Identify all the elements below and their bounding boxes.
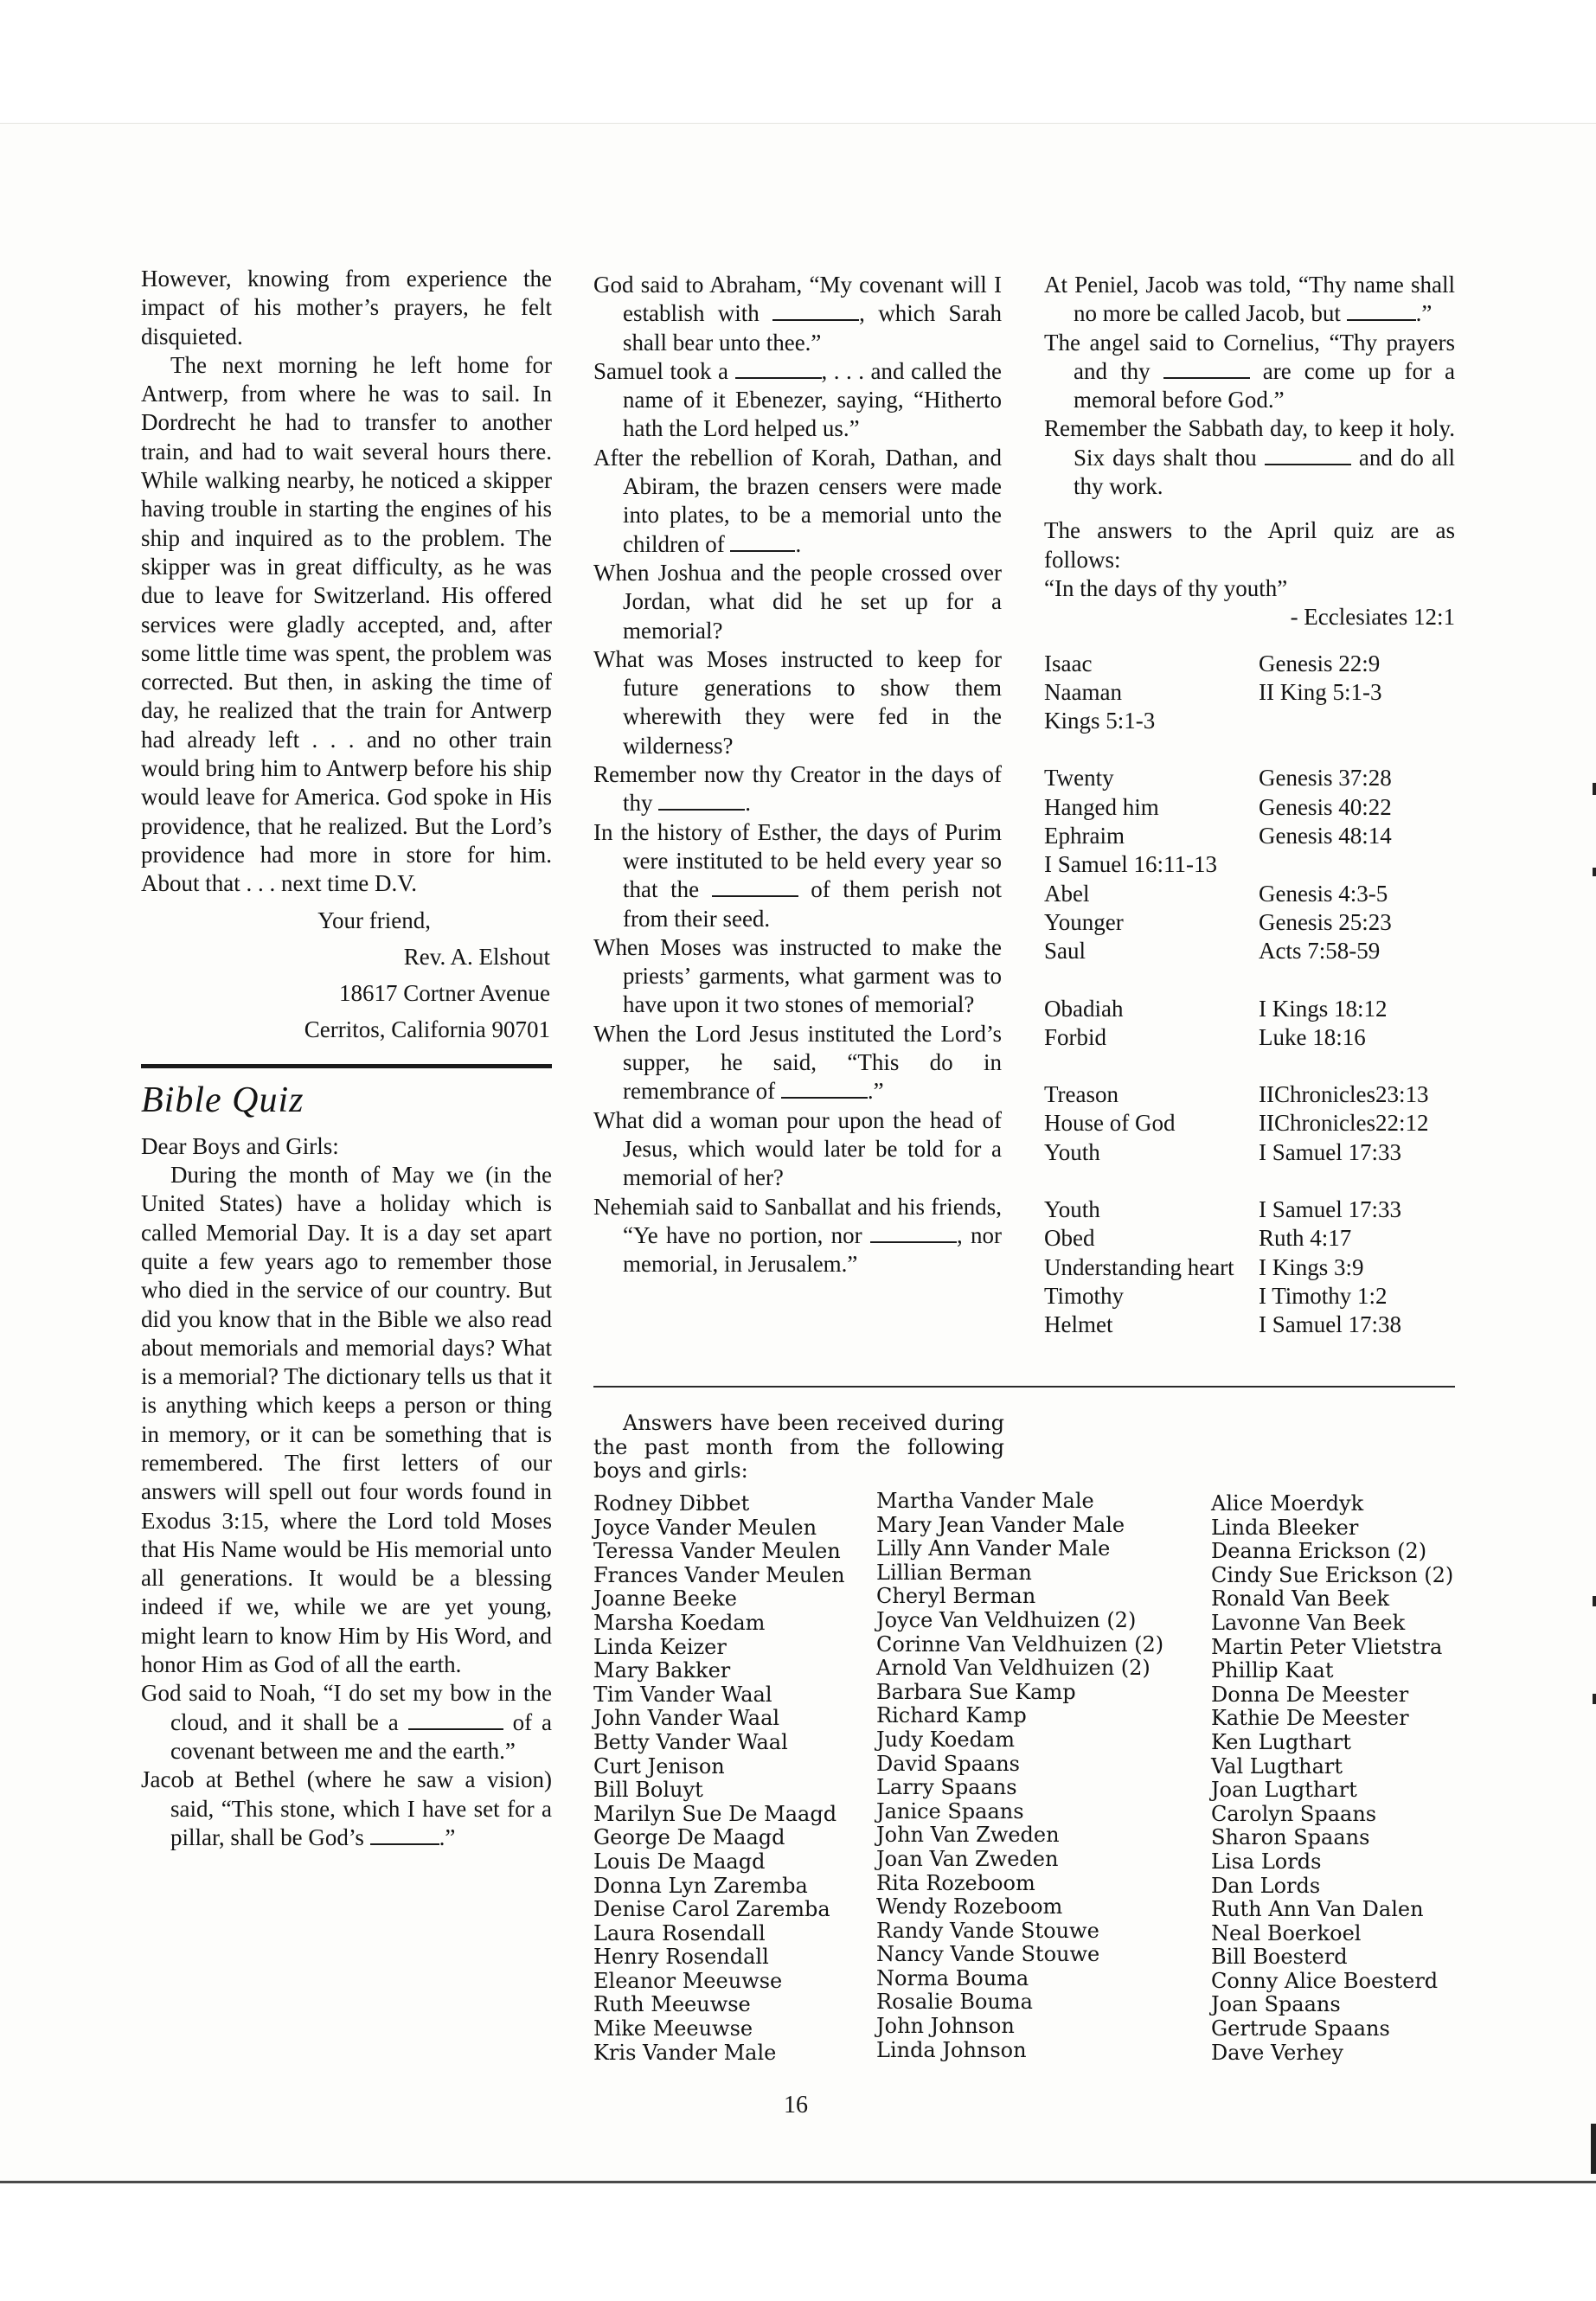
participant-name: Sharon Spaans bbox=[1211, 1825, 1370, 1850]
answer-reference: I Kings 18:12 bbox=[1259, 995, 1388, 1022]
quiz-question bbox=[1044, 271, 1455, 329]
page-number: 16 bbox=[784, 2092, 808, 2118]
names-column-3 bbox=[1211, 1492, 1453, 2065]
question-text: The angel said to Cornelius, “Thy prayers and thy bbox=[1044, 329, 1455, 384]
participant-name: Joan Lugthart bbox=[1211, 1778, 1357, 1803]
answer-blank bbox=[870, 1224, 957, 1243]
participant-name: Janice Spaans bbox=[876, 1798, 1024, 1823]
scan-mark bbox=[1591, 2124, 1596, 2174]
participant-name: Ronald Van Beek bbox=[1211, 1586, 1390, 1612]
answer-row bbox=[1044, 650, 1455, 678]
participant-name: Conny Alice Boesterd bbox=[1211, 1968, 1439, 1993]
participant-name: Cheryl Berman bbox=[876, 1584, 1036, 1609]
participant-name: Linda Bleeker bbox=[1211, 1515, 1359, 1540]
question-text: Nehemiah said to Sanballat and his friends, “Ye have no portion, nor bbox=[593, 1193, 1002, 1248]
quiz-question bbox=[1044, 414, 1455, 501]
participant-name: Kris Vander Male bbox=[593, 2040, 777, 2065]
participant-name: David Spaans bbox=[876, 1751, 1020, 1776]
question-text: Remember now thy Creator in the days of thy bbox=[593, 761, 1002, 817]
answer-word: Obed bbox=[1044, 1225, 1095, 1252]
answer-word: Understanding heart bbox=[1044, 1253, 1234, 1280]
participant-name: Marsha Koedam bbox=[593, 1610, 766, 1635]
answer-word: Isaac bbox=[1044, 650, 1093, 676]
participant-name: Henry Rosendall bbox=[593, 1945, 769, 1970]
answer-word: Timothy bbox=[1044, 1282, 1125, 1309]
question-text: .” bbox=[1415, 300, 1433, 327]
column-middle bbox=[593, 271, 1002, 1279]
participant-name: Laura Rosendall bbox=[593, 1920, 766, 1945]
answer-reference: I Samuel 17:33 bbox=[1259, 1196, 1401, 1223]
quiz-question bbox=[1044, 329, 1455, 415]
answer-word: Obadiah bbox=[1044, 995, 1124, 1022]
quiz-question bbox=[593, 818, 1002, 933]
answer-word: Treason bbox=[1044, 1081, 1119, 1108]
quiz-question: When Moses was instructed to make the priests’ garments, what garment was to have upon it two stones of memorial? bbox=[593, 933, 1002, 1018]
participant-name: Lillian Berman bbox=[876, 1560, 1032, 1585]
answer-reference: Luke 18:16 bbox=[1259, 1023, 1366, 1050]
answer-row bbox=[1044, 764, 1455, 792]
participant-name: Joanne Beeke bbox=[593, 1586, 737, 1612]
participant-name: Curt Jenison bbox=[593, 1753, 725, 1779]
answer-row bbox=[1044, 1224, 1455, 1253]
question-text: and do all thy work. bbox=[1074, 444, 1455, 500]
section-divider bbox=[141, 1064, 552, 1068]
participant-name: Marilyn Sue De Maagd bbox=[593, 1801, 837, 1826]
answer-word: Forbid bbox=[1044, 1023, 1107, 1050]
answer-reference: Genesis 40:22 bbox=[1259, 793, 1392, 820]
participant-name: Norma Bouma bbox=[876, 1965, 1029, 1990]
answer-blank bbox=[408, 1711, 503, 1730]
answer-blank bbox=[658, 792, 745, 811]
quiz-question bbox=[593, 1020, 1002, 1106]
answer-row bbox=[1044, 1080, 1455, 1109]
participant-name: Joan Van Zweden bbox=[876, 1846, 1059, 1871]
participant-name: Nancy Vande Stouwe bbox=[876, 1942, 1100, 1967]
question-text: .” bbox=[867, 1078, 884, 1105]
participant-name: Mike Meeuwse bbox=[593, 2016, 753, 2041]
participant-name: Ruth Meeuwse bbox=[593, 1992, 751, 2017]
names-column-2 bbox=[876, 1490, 1163, 2062]
received-intro-text: Answers have been received during the past month from the following boys and girls: bbox=[593, 1411, 1004, 1483]
answer-row bbox=[1044, 707, 1455, 735]
april-answers-verse: “In the days of thy youth” bbox=[1044, 574, 1288, 601]
answer-row bbox=[1044, 822, 1455, 850]
participant-name: Carolyn Spaans bbox=[1211, 1801, 1377, 1826]
participant-name: John Johnson bbox=[876, 2014, 1015, 2039]
participant-name: Randy Vande Stouwe bbox=[876, 1918, 1099, 1943]
answer-word: Abel bbox=[1044, 880, 1090, 907]
participant-name: Larry Spaans bbox=[876, 1775, 1017, 1800]
answers-group-gap bbox=[1044, 966, 1455, 995]
letter-signature-city: Cerritos, California 90701 bbox=[304, 1016, 550, 1043]
question-text: God said to Abraham, “My covenant will I establish with bbox=[593, 272, 1002, 327]
answer-word: Youth bbox=[1044, 1196, 1100, 1223]
answer-blank bbox=[1163, 360, 1250, 379]
participant-name: Joyce Van Veldhuizen (2) bbox=[876, 1607, 1137, 1632]
quiz-question bbox=[593, 357, 1002, 444]
participant-name: Joyce Vander Meulen bbox=[593, 1515, 817, 1540]
participant-name: Dave Verhey bbox=[1211, 2040, 1343, 2065]
answer-word: Helmet bbox=[1044, 1311, 1113, 1338]
participant-name: Richard Kamp bbox=[876, 1703, 1027, 1728]
participant-name: Neal Boerkoel bbox=[1211, 1920, 1362, 1945]
participant-name: Frances Vander Meulen bbox=[593, 1562, 845, 1587]
letter-closing: Your friend, bbox=[317, 907, 431, 933]
answer-word: Younger bbox=[1044, 908, 1124, 935]
answer-reference: Genesis 48:14 bbox=[1259, 823, 1392, 849]
participant-name: Martha Vander Male bbox=[876, 1489, 1094, 1513]
answer-row bbox=[1044, 850, 1455, 879]
participant-name: Wendy Rozeboom bbox=[876, 1894, 1063, 1920]
answer-row bbox=[1044, 937, 1455, 965]
answer-row bbox=[1044, 1109, 1455, 1138]
received-intro bbox=[593, 1412, 1004, 1484]
participant-name: Bill Boluyt bbox=[593, 1778, 703, 1803]
answer-blank bbox=[730, 533, 795, 552]
participant-name: Ken Lugthart bbox=[1211, 1729, 1351, 1754]
answer-row bbox=[1044, 880, 1455, 908]
participant-name: Teressa Vander Meulen bbox=[593, 1539, 841, 1564]
answers-group-gap bbox=[1044, 735, 1455, 764]
answer-reference: IIChronicles22:12 bbox=[1259, 1110, 1429, 1137]
letter-signature-name: Rev. A. Elshout bbox=[403, 943, 550, 970]
participant-name: Cindy Sue Erickson (2) bbox=[1211, 1562, 1454, 1587]
scan-mark bbox=[1593, 1596, 1596, 1606]
answer-row bbox=[1044, 908, 1455, 937]
question-text: of them perish not from their seed. bbox=[623, 876, 1003, 932]
participant-name: Dan Lords bbox=[1211, 1873, 1321, 1898]
participant-name: Val Lugthart bbox=[1211, 1753, 1343, 1779]
participant-name: Phillip Kaat bbox=[1211, 1658, 1334, 1683]
answer-word: Saul bbox=[1044, 938, 1086, 965]
question-text: , nor memorial, in Jerusalem.” bbox=[623, 1221, 1002, 1278]
answer-reference: II King 5:1-3 bbox=[1259, 678, 1382, 705]
names-column-1 bbox=[593, 1492, 845, 2065]
participant-name: Mary Bakker bbox=[593, 1658, 731, 1683]
answer-word: Twenty bbox=[1044, 765, 1114, 792]
answer-reference: I Samuel 17:38 bbox=[1259, 1311, 1401, 1338]
answer-row bbox=[1044, 1023, 1455, 1052]
participant-name: Linda Johnson bbox=[876, 2037, 1027, 2062]
quiz-question: When Joshua and the people crossed over Jordan, what did he set up for a memorial? bbox=[593, 559, 1002, 644]
participant-name: Eleanor Meeuwse bbox=[593, 1968, 783, 1993]
participant-name: Corinne Van Veldhuizen (2) bbox=[876, 1631, 1164, 1657]
participant-name: Joan Spaans bbox=[1211, 1992, 1341, 2017]
question-text: Samuel took a bbox=[593, 357, 728, 384]
quiz-question bbox=[141, 1679, 552, 1766]
participant-name: Rosalie Bouma bbox=[876, 1990, 1033, 2015]
letter-paragraph: The next morning he left home for Antwerp, from where he was to sail. In Dordrecht he had to transfer to another train, and had to wait several hours there. While walking nearby, he noticed a skipper having trouble in starting the engines of his ship and inquired as to the problem. The skipper was in great difficulty, as he was due to leave for Switzerland. His offered services were gladly accepted, and, after some little time was spent, the problem was corrected. But then, in asking the time of day, he realized that the train for Antwerp had already left . . . and no other train would bring him to Antwerp before his ship would leave for America. God spoke in His providence, that he realized. But the Lord’s providence had more in store for him. About that . . . next time D.V. bbox=[141, 351, 552, 897]
answer-row bbox=[1044, 793, 1455, 822]
question-text: When the Lord Jesus instituted the Lord’s supper, he said, “This do in remembrance of bbox=[593, 1020, 1002, 1105]
letter-paragraph: However, knowing from experience the impact of his mother’s prayers, he felt disquieted. bbox=[141, 266, 552, 349]
answer-row bbox=[1044, 1138, 1455, 1167]
column-right bbox=[1044, 271, 1455, 1340]
answer-blank bbox=[1347, 302, 1416, 321]
participant-name: Linda Keizer bbox=[593, 1634, 727, 1659]
answer-reference: Genesis 4:3-5 bbox=[1259, 880, 1388, 907]
question-text: Remember the Sabbath day, to keep it holy. Six days shalt thou bbox=[1044, 415, 1455, 471]
participant-name: Arnold Van Veldhuizen (2) bbox=[876, 1656, 1151, 1681]
participant-name: Judy Koedam bbox=[876, 1727, 1015, 1752]
quiz-salutation: Dear Boys and Girls: bbox=[141, 1132, 339, 1159]
column-left bbox=[141, 265, 552, 1852]
participant-name: Tim Vander Waal bbox=[593, 1682, 772, 1707]
quiz-question: What did a woman pour upon the head of Jesus, which would later be told for a memorial of her? bbox=[593, 1106, 1002, 1191]
answer-blank bbox=[370, 1826, 439, 1845]
participant-name: George De Maagd bbox=[593, 1825, 785, 1850]
answer-row bbox=[1044, 678, 1455, 707]
participant-name: Lilly Ann Vander Male bbox=[876, 1536, 1111, 1561]
answer-word: Kings 5:1-3 bbox=[1044, 708, 1156, 734]
answer-blank bbox=[781, 1080, 868, 1099]
quiz-intro: During the month of May we (in the United States) have a holiday which is called Memorial Day. It is a day set apart quite a few years ago to remember those who died in the service of our country. But did you know that in the Bible we also read about memorials and memorial days? What is a memorial? The dictionary tells us that it is anything which keeps a person or thing in memory, or it can be something that is remembered. The first letters of our answers will spell out four words found in Exodus 3:15, where the Lord told Moses that His Name would be His memorial unto all generations. It would be a blessing indeed if we, while we are yet young, might learn to know Him by His Word, and honor Him as God of all the earth. bbox=[141, 1162, 552, 1678]
participant-name: Rita Rozeboom bbox=[876, 1870, 1035, 1895]
answer-word: Ephraim bbox=[1044, 823, 1125, 849]
question-text: Jacob at Bethel (where he saw a vision) said, “This stone, which I have set for a pillar, shall be God’s bbox=[141, 1766, 552, 1850]
participant-name: Betty Vander Waal bbox=[593, 1729, 788, 1754]
answer-reference: Genesis 37:28 bbox=[1259, 765, 1392, 792]
answer-reference: Genesis 22:9 bbox=[1259, 650, 1381, 676]
question-text: of a covenant between me and the earth.” bbox=[170, 1708, 553, 1764]
question-text: .” bbox=[439, 1823, 456, 1850]
quiz-question bbox=[593, 1193, 1002, 1279]
participant-name: Bill Boesterd bbox=[1211, 1945, 1348, 1970]
participant-name: John Vander Waal bbox=[593, 1706, 780, 1731]
answer-blank bbox=[1265, 446, 1351, 465]
question-text: After the rebellion of Korah, Dathan, and Abiram, the brazen censers were made into plates, to be a memorial unto the children of bbox=[593, 444, 1002, 557]
answer-reference bbox=[1259, 707, 1455, 735]
answer-reference bbox=[1259, 850, 1455, 879]
question-text: are come up for a memoral before God.” bbox=[1074, 357, 1455, 413]
answer-word: Youth bbox=[1044, 1138, 1100, 1165]
question-text: In the history of Esther, the days of Purim were instituted to be held every year so that the bbox=[593, 818, 1002, 903]
april-answers-intro: The answers to the April quiz are as follows: bbox=[1044, 517, 1455, 573]
answer-row bbox=[1044, 1253, 1455, 1282]
quiz-question bbox=[593, 760, 1002, 818]
participant-name: Donna Lyn Zaremba bbox=[593, 1873, 808, 1898]
participant-name: Martin Peter Vlietstra bbox=[1211, 1634, 1443, 1659]
participant-name: Lisa Lords bbox=[1211, 1849, 1322, 1874]
answer-reference: Acts 7:58-59 bbox=[1259, 938, 1381, 965]
participant-name: Donna De Meester bbox=[1211, 1682, 1409, 1707]
scan-mark bbox=[1593, 783, 1596, 795]
april-answers-verse-ref: - Ecclesiates 12:1 bbox=[1290, 604, 1455, 631]
section-divider bbox=[593, 1386, 1455, 1388]
quiz-question: What was Moses instructed to keep for future generations to show them wherewith they were fed in the wilderness? bbox=[593, 645, 1002, 759]
participant-name: Mary Jean Vander Male bbox=[876, 1512, 1125, 1537]
answer-reference: Ruth 4:17 bbox=[1259, 1225, 1352, 1252]
answer-reference: I Kings 3:9 bbox=[1259, 1253, 1364, 1280]
participant-name: Deanna Erickson (2) bbox=[1211, 1539, 1427, 1564]
answer-reference: I Timothy 1:2 bbox=[1259, 1282, 1388, 1309]
participant-name: Denise Carol Zaremba bbox=[593, 1897, 830, 1922]
answer-word: I Samuel 16:11-13 bbox=[1044, 851, 1217, 878]
answer-word: House of God bbox=[1044, 1110, 1176, 1137]
quiz-question bbox=[141, 1766, 552, 1852]
answer-row bbox=[1044, 1282, 1455, 1311]
participant-name: Kathie De Meester bbox=[1211, 1706, 1409, 1731]
april-answers-table bbox=[1044, 650, 1455, 1340]
participant-name: Rodney Dibbet bbox=[593, 1491, 750, 1516]
question-text: , . . . and called the name of it Ebenezer, saying, “Hitherto hath the Lord helped us.” bbox=[623, 357, 1002, 442]
answer-blank bbox=[772, 302, 859, 321]
answer-row bbox=[1044, 995, 1455, 1023]
answer-row bbox=[1044, 1311, 1455, 1339]
answer-row bbox=[1044, 1195, 1455, 1224]
answer-reference: IIChronicles23:13 bbox=[1259, 1081, 1429, 1108]
answer-blank bbox=[712, 878, 798, 897]
question-text: . bbox=[795, 530, 802, 557]
answer-reference: Genesis 25:23 bbox=[1259, 908, 1392, 935]
participant-name: Gertrude Spaans bbox=[1211, 2016, 1390, 2041]
question-text: , which Sarah shall bear unto thee.” bbox=[623, 300, 1002, 356]
question-text: At Peniel, Jacob was told, “Thy name shall no more be called Jacob, but bbox=[1044, 272, 1455, 327]
participant-name: Barbara Sue Kamp bbox=[876, 1679, 1076, 1704]
letter-signature-street: 18617 Cortner Avenue bbox=[339, 980, 550, 1007]
answers-group-gap bbox=[1044, 1167, 1455, 1195]
quiz-question bbox=[593, 444, 1002, 559]
question-text: God said to Noah, “I do set my bow in the cloud, and it shall be a bbox=[141, 1680, 552, 1735]
scan-mark bbox=[1593, 1694, 1596, 1704]
participant-name: Louis De Maagd bbox=[593, 1849, 766, 1874]
answer-blank bbox=[735, 360, 822, 379]
participant-name: Ruth Ann Van Dalen bbox=[1211, 1897, 1424, 1922]
participant-name: John Van Zweden bbox=[876, 1823, 1060, 1848]
answer-word: Naaman bbox=[1044, 678, 1122, 705]
participant-name: Lavonne Van Beek bbox=[1211, 1610, 1406, 1635]
answer-word: Hanged him bbox=[1044, 793, 1159, 820]
quiz-title: Bible Quiz bbox=[141, 1080, 304, 1120]
question-text: . bbox=[745, 790, 752, 817]
participant-name: Alice Moerdyk bbox=[1211, 1491, 1364, 1516]
answer-reference: I Samuel 17:33 bbox=[1259, 1138, 1401, 1165]
quiz-question bbox=[593, 271, 1002, 357]
scan-mark bbox=[1593, 868, 1596, 876]
answers-group-gap bbox=[1044, 1052, 1455, 1080]
